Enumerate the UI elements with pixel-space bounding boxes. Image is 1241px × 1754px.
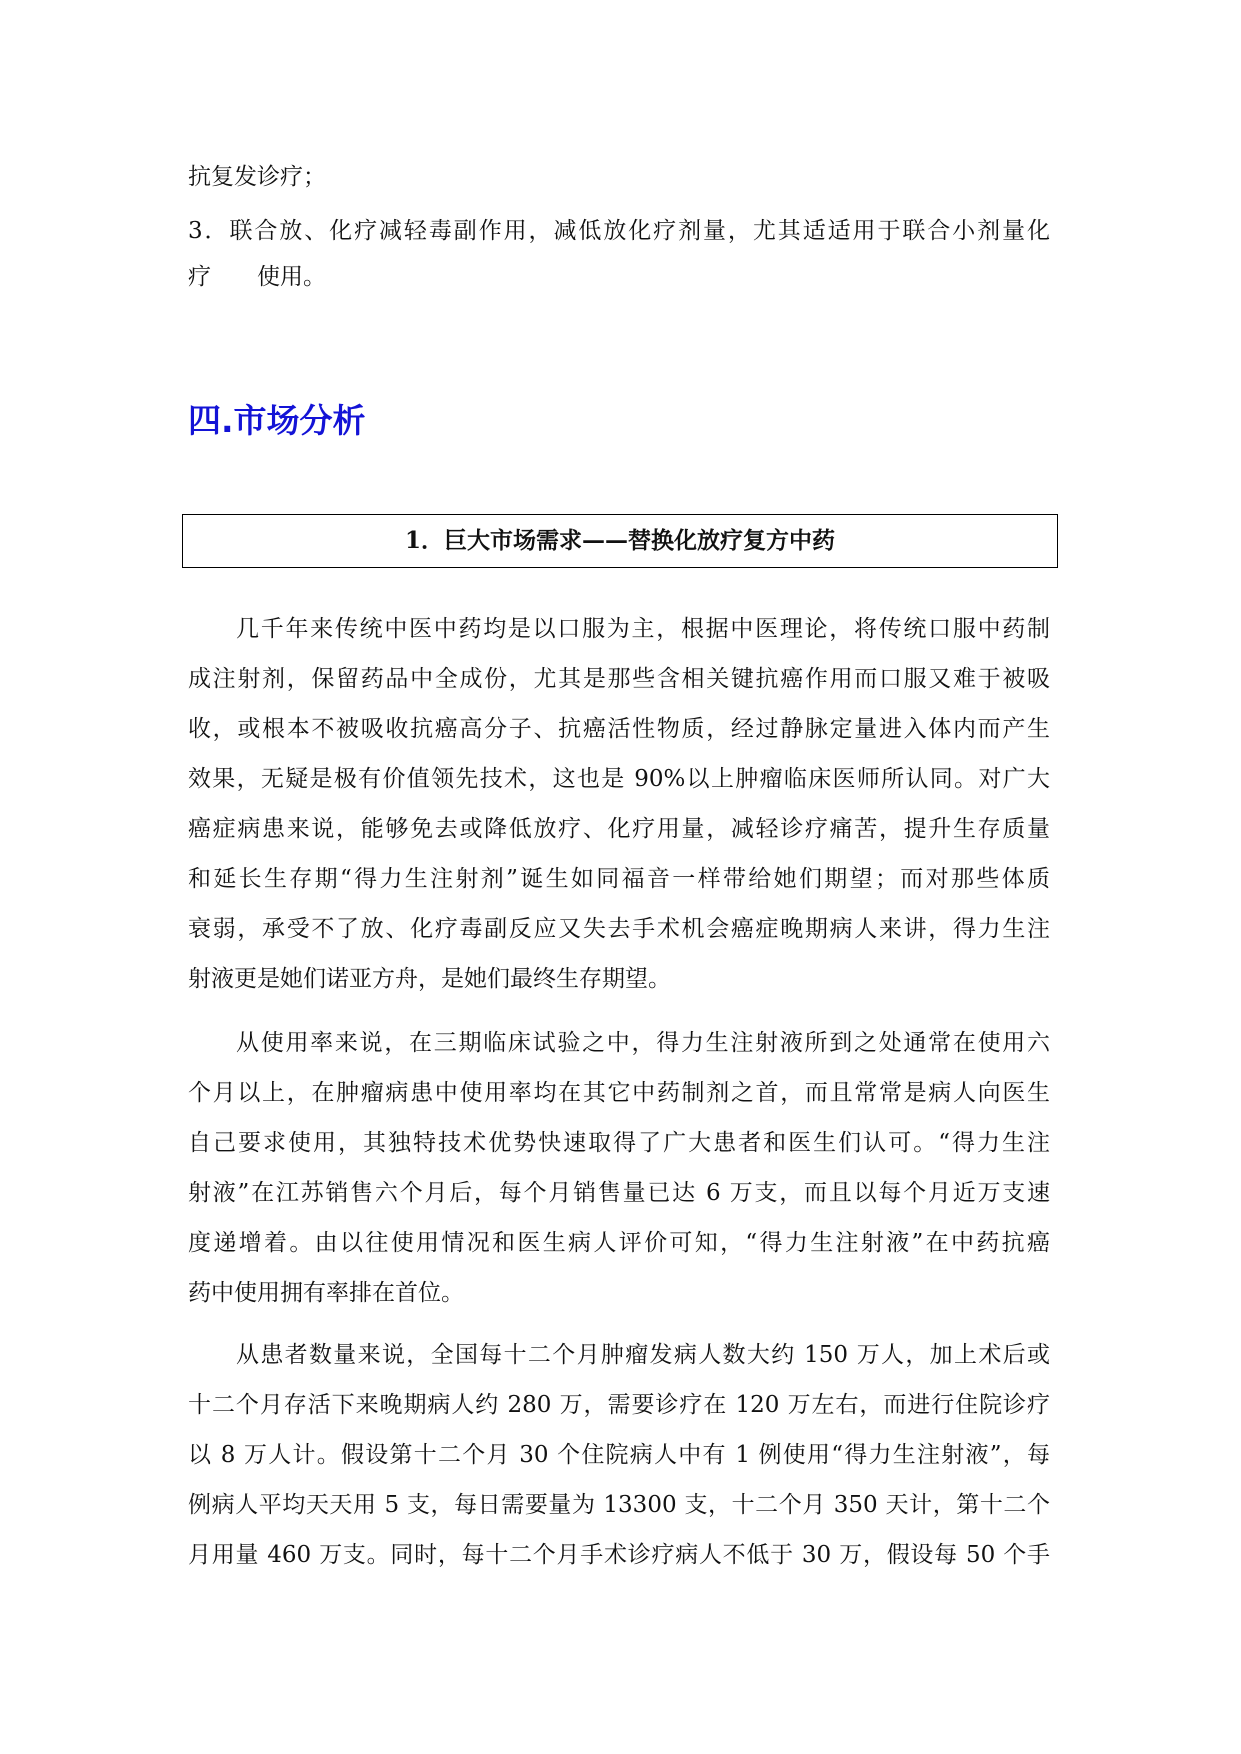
paragraph3-line: 月用量 460 万支。同时，每十二个月手术诊疗病人不低于 30 万，假设每 50 个手: [188, 1542, 1050, 1568]
paragraph2-line: 射液”在江苏销售六个月后，每个月销售量已达 6 万支，而且以每个月近万支速: [188, 1180, 1050, 1206]
paragraph3-line: 例病人平均天天用 5 支，每日需要量为 13300 支，十二个月 350 天计，第十二个: [188, 1492, 1050, 1518]
intro-line-3: 疗 使用。: [188, 264, 326, 290]
subsection-title-box: [182, 514, 1058, 568]
paragraph1-line: 衰弱，承受不了放、化疗毒副反应又失去手术机会癌症晚期病人来讲，得力生注: [188, 916, 1050, 942]
section-heading: 四.市场分析: [188, 401, 366, 440]
paragraph2-line: 度递增着。由以往使用情况和医生病人评价可知，“得力生注射液”在中药抗癌: [188, 1230, 1050, 1256]
subsection-title: 1．巨大市场需求——替换化放疗复方中药: [404, 527, 835, 554]
paragraph3-line: 以 8 万人计。假设第十二个月 30 个住院病人中有 1 例使用“得力生注射液”，每: [188, 1442, 1050, 1468]
intro-line-2: 3．联合放、化疗减轻毒副作用，减低放化疗剂量，尤其适适用于联合小剂量化: [188, 218, 1050, 244]
paragraph2-line: 药中使用拥有率排在首位。: [188, 1280, 464, 1306]
paragraph3-line: 十二个月存活下来晚期病人约 280 万，需要诊疗在 120 万左右，而进行住院诊疗: [188, 1392, 1050, 1418]
intro-line-1: 抗复发诊疗；: [188, 164, 326, 190]
paragraph1-line: 效果，无疑是极有价值领先技术，这也是 90%以上肿瘤临床医师所认同。对广大: [188, 766, 1050, 792]
paragraph2-line: 从使用率来说，在三期临床试验之中，得力生注射液所到之处通常在使用六: [236, 1030, 1050, 1056]
paragraph1-line: 射液更是她们诺亚方舟，是她们最终生存期望。: [188, 966, 671, 992]
paragraph2-line: 个月以上，在肿瘤病患中使用率均在其它中药制剂之首，而且常常是病人向医生: [188, 1080, 1050, 1106]
paragraph1-line: 成注射剂，保留药品中全成份，尤其是那些含相关键抗癌作用而口服又难于被吸: [188, 666, 1050, 692]
paragraph1-line: 和延长生存期“得力生注射剂”诞生如同福音一样带给她们期望；而对那些体质: [188, 866, 1050, 892]
paragraph1-line: 几千年来传统中医中药均是以口服为主，根据中医理论，将传统口服中药制: [236, 616, 1050, 642]
paragraph3-line: 从患者数量来说，全国每十二个月肿瘤发病人数大约 150 万人，加上术后或: [236, 1342, 1050, 1368]
paragraph2-line: 自己要求使用，其独特技术优势快速取得了广大患者和医生们认可。“得力生注: [188, 1130, 1050, 1156]
paragraph1-line: 癌症病患来说，能够免去或降低放疗、化疗用量，减轻诊疗痛苦，提升生存质量: [188, 816, 1050, 842]
paragraph1-line: 收，或根本不被吸收抗癌高分子、抗癌活性物质，经过静脉定量进入体内而产生: [188, 716, 1050, 742]
